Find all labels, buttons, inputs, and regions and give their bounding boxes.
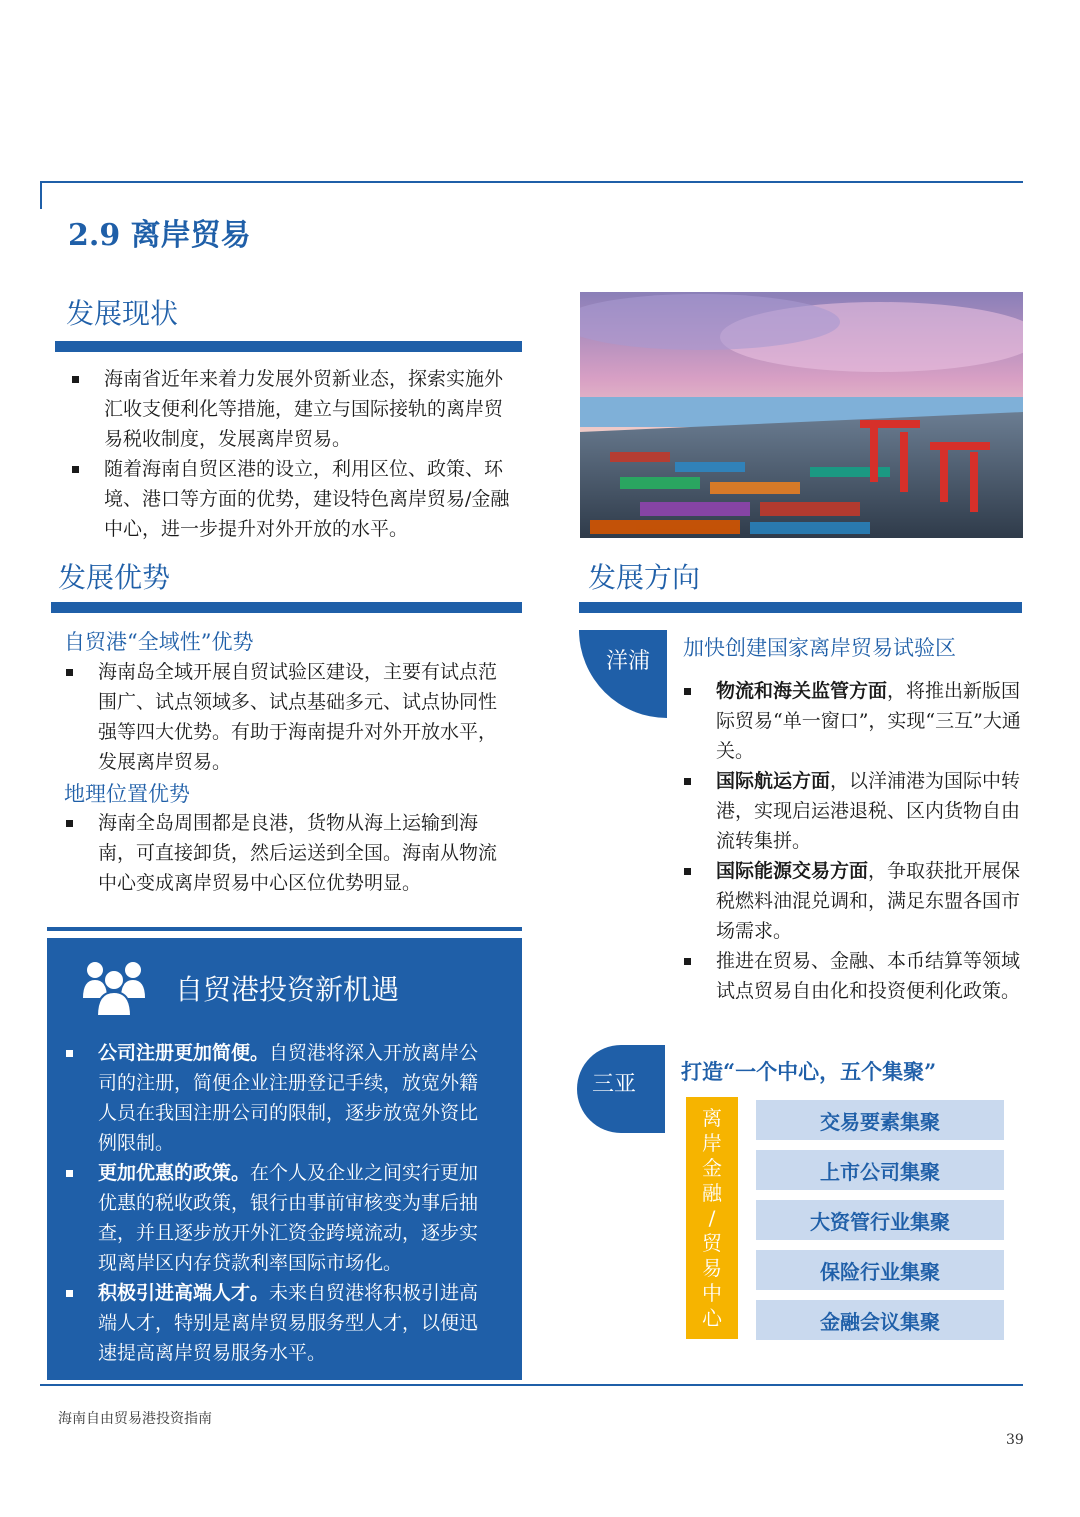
opportunity-top-line [47, 927, 522, 931]
cluster-item: 金融会议集聚 [756, 1300, 1004, 1340]
people-icon [81, 958, 147, 1018]
status-bar [55, 341, 522, 352]
advantage-list-1 [98, 657, 508, 777]
opportunity-list [98, 1038, 496, 1368]
status-list [104, 364, 512, 544]
advantage-list-2 [98, 808, 508, 898]
page-number: 39 [1006, 1432, 1024, 1448]
list-item: 海南省近年来着力发展外贸新业态，探索实施外汇收支便利化等措施，建立与国际接轨的离岸贸易税收制度，发展离岸贸易。 [104, 364, 512, 454]
opportunity-title: 自贸港投资新机遇 [175, 973, 400, 1006]
yangpu-badge: 洋浦 [579, 630, 667, 718]
list-item: 更加优惠的政策。在个人及企业之间实行更加优惠的税收政策，银行由事前审核变为事后抽查，并且逐步放开外汇资金跨境流动，逐步实现离岸区内存贷款利率国际市场化。 [98, 1158, 496, 1278]
list-item: 随着海南自贸区港的设立，利用区位、政策、环境、港口等方面的优势，建设特色离岸贸易/金融中心，进一步提升对外开放的水平。 [104, 454, 512, 544]
list-item: 推进在贸易、金融、本币结算等领域试点贸易自由化和投资便利化政策。 [716, 946, 1026, 1006]
list-item: 海南全岛周围都是良港，货物从海上运输到海南，可直接卸货，然后运送到全国。海南从物流中心变成离岸贸易中心区位优势明显。 [98, 808, 508, 898]
list-item: 物流和海关监管方面，将推出新版国际贸易“单一窗口”，实现“三互”大通关。 [716, 676, 1026, 766]
list-item: 海南岛全域开展自贸试验区建设，主要有试点范围广、试点领域多、试点基础多元、试点协同性强等四大优势。有助于海南提升对外开放水平，发展离岸贸易。 [98, 657, 508, 777]
cluster-item: 上市公司集聚 [756, 1150, 1004, 1190]
list-item: 公司注册更加简便。自贸港将深入开放离岸公司的注册，简便企业注册登记手续，放宽外籍人员在我国注册公司的限制，逐步放宽外资比例限制。 [98, 1038, 496, 1158]
geo-sub-heading: 地理位置优势 [64, 782, 190, 806]
cluster-item: 交易要素集聚 [756, 1100, 1004, 1140]
yangpu-title: 加快创建国家离岸贸易试验区 [683, 636, 956, 660]
top-rule [40, 181, 1023, 183]
status-heading: 发展现状 [66, 297, 179, 330]
port-photo [580, 292, 1023, 538]
direction-bar [579, 602, 1022, 613]
advantages-bar [51, 602, 522, 613]
opportunity-box [47, 938, 522, 1380]
cluster-item: 保险行业集聚 [756, 1250, 1004, 1290]
advantage-sub-heading: 自贸港“全域性”优势 [64, 630, 254, 654]
list-item: 国际航运方面，以洋浦港为国际中转港，实现启运港退税、区内货物自由流转集拼。 [716, 766, 1026, 856]
footer-title: 海南自由贸易港投资指南 [58, 1411, 212, 1427]
sanya-badge: 三亚 [577, 1045, 665, 1133]
list-item: 积极引进高端人才。未来自贸港将积极引进高端人才，特别是离岸贸易服务型人才，以便迅速提高离岸贸易服务水平。 [98, 1278, 496, 1368]
list-item: 国际能源交易方面，争取获批开展保税燃料油混兑调和，满足东盟各国市场需求。 [716, 856, 1026, 946]
cluster-item: 大资管行业集聚 [756, 1200, 1004, 1240]
offshore-center-label: 离 岸 金 融 / 贸 易 中 心 [686, 1097, 738, 1339]
direction-heading: 发展方向 [588, 561, 701, 594]
yangpu-list [716, 676, 1026, 1006]
bottom-rule [40, 1384, 1023, 1386]
top-rule-tick [40, 181, 42, 209]
advantages-heading: 发展优势 [58, 561, 171, 594]
sanya-title: 打造“一个中心，五个集聚” [681, 1059, 937, 1084]
section-title: 2.9 离岸贸易 [68, 218, 251, 253]
